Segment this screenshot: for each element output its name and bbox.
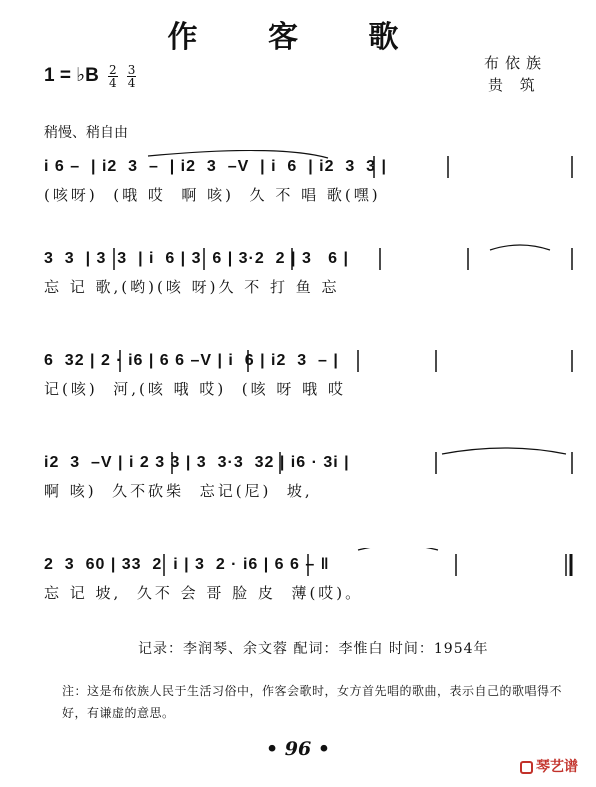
recording-credits: 记录：李润琴、余文蓉 配词：李惟白 时间：1954年: [138, 641, 489, 657]
score-system-4: [28, 446, 576, 500]
meter-1: $\frac{2}{4}$: [109, 63, 117, 90]
song-title: 作 客 歌: [167, 20, 429, 55]
footnote: 注：这是布依族人民于生活习俗中，作客会歌时，女方首先唱的歌曲，表示自己的歌唱得不好，有谦虚的意思。: [62, 684, 563, 720]
score-system-1: [28, 150, 576, 204]
system-3-lyrics: 记(咳) 河,(咳 哦 哎) (咳 呀 哦 哎: [44, 380, 346, 398]
page-number: • 96 •: [266, 738, 330, 760]
meter-2: $\frac{3}{4}$: [127, 63, 136, 90]
system-2-notes: 3 3 | 3 3 | i 6 | 3 6 | 3·2 2 | 3 6 |: [44, 250, 349, 267]
watermark: [520, 756, 578, 776]
credit-ethnicity: 布依族: [484, 54, 548, 72]
system-1-notes: i 6 – | i2 3 – | i2 3 –V | i 6 | i2 3 3 |: [44, 158, 387, 175]
system-2-lyrics: 忘 记 歌,(哟)(咳 呀)久 不 打 鱼 忘: [44, 278, 340, 296]
system-3-notes: 6 32 | 2 · i6 | 6 6 –V | i 6 | i2 3 – |: [44, 352, 339, 369]
credit-author: 贵 筑: [488, 76, 541, 94]
system-4-lyrics: 啊 咳) 久不砍柴 忘记(尼) 坡,: [44, 482, 313, 500]
system-5-notes: 2 3 60 | 33 2 i | 3 2 · i6 | 6 6 – ‖: [44, 556, 330, 573]
score-system-3: [28, 344, 576, 398]
system-4-notes: i2 3 –V | i 2 3 3 | 3 3·3 32 | i6 · 3i |: [44, 454, 350, 471]
system-1-lyrics: (咳呀) (哦 哎 啊 咳) 久 不 唱 歌(嘿): [44, 186, 381, 204]
system-5-lyrics: 忘 记 坡, 久不 会 哥 脸 皮 薄(哎)。: [44, 584, 364, 602]
score-system-2: [28, 242, 576, 296]
key-label: 1 = ♭B: [44, 65, 99, 86]
key-signature: [44, 64, 136, 89]
score-system-5: [28, 548, 576, 602]
watermark-logo-icon: [520, 761, 533, 774]
watermark-text: 琴艺谱: [536, 758, 578, 774]
tempo-marking: 稍慢、稍自由: [44, 125, 128, 141]
